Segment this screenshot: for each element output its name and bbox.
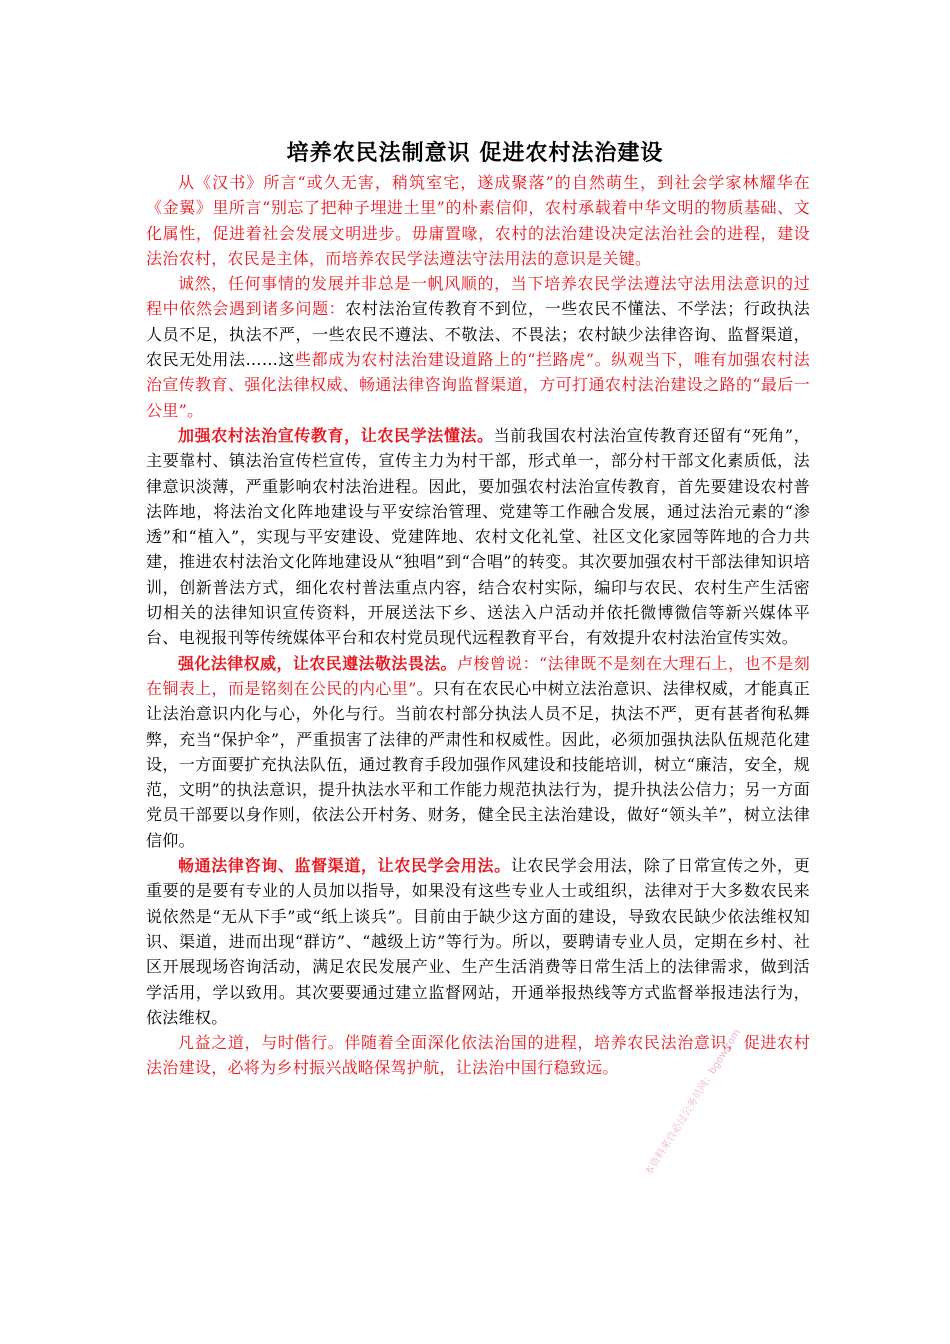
education-heading: 加强农村法治宣传教育，让农民学法懂法。 (178, 425, 494, 445)
authority-text: 。只有在农民心中树立法治意识、法律权威，才能真正让法治意识内化与心，外化与行。当前农村部分执法人员不足，执法不严，更有甚者徇私舞弊，充当“保护伞”，严重损害了法律的严肃性和权威性。因此，必须加强执法队伍规范化建设，一方面要扩充执法队伍，通过教育手段加强作风建设和技能培训，树立“廉洁，安全，规范，文明”的执法意识，提升执法水平和工作能力规范执法行为，提升执法公信力；另一方面党员干部要以身作则，依法公开村务、财务，健全民主法治建设，做好“领头羊”，树立法律信仰。 (146, 678, 810, 850)
paragraph-authority (146, 651, 810, 853)
problems-lead: 诚然，任何事情的发展并非总是一帆风顺的，当下培养农民学法遵法守法用法意识的过程中依然会遇到诸多问题： (146, 274, 810, 319)
education-text: 当前我国农村法治宣传教育还留有“死角”，主要靠村、镇法治宣传栏宣传，宣传主力为村干部，形式单一，部分村干部文化素质低，法律意识淡薄，严重影响农村法治进程。因此，要加强农村法治宣传教育，首先要建设农村普法阵地，将法治文化阵地建设与平安综治管理、党建等工作融合发展，通过法治元素的“渗透”和“植入”，实现与平安建设、党建阵地、农村文化礼堂、社区文化家园等阵地的合力共建，推进农村法治文化阵地建设从“独唱”到“合唱”的转变。其次要加强农村干部法律知识培训，创新普法方式，细化农村普法重点内容，结合农村实际，编印与农民、农村生产生活密切相关的法律知识宣传资料，开展送法下乡、送法入户活动并依托微博微信等新兴媒体平台、电视报刊等传统媒体平台和农村党员现代远程教育平台，有效提升农村法治宣传实效。 (146, 425, 810, 648)
consulting-text: 让农民学会用法，除了日常宣传之外，更重要的是要有专业的人员加以指导，如果没有这些专业人士或组织，法律对于大多数农民来说依然是“无从下手”或“纸上谈兵”。目前由于缺少这方面的建设，导致农民缺少依法维权知识、渠道，进而出现“群访”、“越级上访”等行为。所以，要聘请专业人员，定期在乡村、社区开展现场咨询活动，满足农民发展产业、生产生活消费等日常生活上的法律需求，做到活学活用，学以致用。其次要要通过建立监督网站，开通举报热线等方式监督举报违法行为，依法维权。 (146, 856, 810, 1027)
watermark: 本资料来自必过公务员网：bgow.com (643, 1027, 744, 1178)
paragraph-problems (146, 271, 810, 423)
consulting-heading: 畅通法律咨询、监督渠道，让农民学会用法。 (178, 856, 511, 876)
conclusion-text: 凡益之道，与时偕行。伴随着全面深化依法治国的进程，培养农民法治意识，促进农村法治建设，必将为乡村振兴战略保驾护航，让法治中国行稳致远。 (146, 1033, 810, 1078)
article-body (146, 170, 810, 1081)
paragraph-consulting (146, 853, 810, 1030)
intro-text: 从《汉书》所言“或久无害，稍筑室宅，遂成聚落”的自然萌生，到社会学家林耀华在《金翼》里所言“别忘了把种子埋进土里”的朴素信仰，农村承载着中华文明的物质基础、文化属性，促进着社会发展文明进步。毋庸置喙，农村的法治建设决定法治社会的进程，建设法治农村，农民是主体，而培养农民学法遵法守法用法的意识是关键。 (146, 173, 810, 268)
authority-heading: 强化法律权威，让农民遵法敬法畏法。 (178, 653, 457, 673)
authority-quote: 卢梭曾说：“法律既不是刻在大理石上，也不是刻在铜表上，而是铭刻在公民的内心里” (146, 653, 811, 698)
paragraph-intro (146, 170, 810, 271)
problems-list: 农村法治宣传教育不到位，一些农民不懂法、不学法；行政执法人员不足，执法不严，一些农民不遵法、不敬法、不畏法；农村缺少法律咨询、监督渠道，农民无处用法……这 (146, 299, 810, 370)
paragraph-education (146, 423, 810, 651)
problems-conclusion: 些都成为农村法治建设道路上的“拦路虎”。纵观当下，唯有加强农村法治宣传教育、强化法律权威、畅通法律咨询监督渠道，方可打通农村法治建设之路的“最后一公里”。 (146, 350, 810, 420)
page-title: 培养农民法制意识 促进农村法治建设 (286, 140, 664, 166)
